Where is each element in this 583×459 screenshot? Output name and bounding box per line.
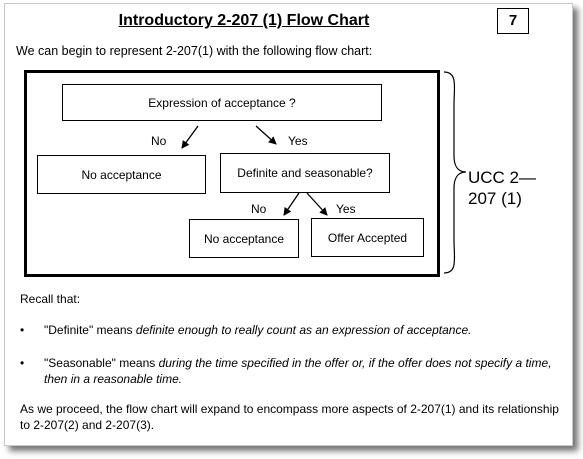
ucc-label-line2: 207 (1): [468, 189, 522, 208]
definite-term: "Definite" means: [44, 323, 136, 337]
seasonable-definition: during the time specified in the offer or, if the offer does not specify a time, then in a reasonable time.: [44, 356, 552, 386]
recall-heading: Recall that:: [20, 292, 81, 306]
closing-paragraph: As we proceed, the flow chart will expand to encompass more aspects of 2-207(1) and its relationship to 2-207(2) and 2-207(3).: [20, 402, 559, 432]
ucc-label: [468, 167, 558, 209]
page-title: Introductory 2-207 (1) Flow Chart: [118, 12, 370, 29]
arrow-to-no-acceptance-2: [284, 193, 299, 215]
bullet-dot: •: [20, 356, 25, 370]
node-no-acceptance-1: No acceptance: [37, 155, 206, 194]
arrow-to-offer-accepted: [307, 193, 327, 215]
edge-label-no-1: No: [151, 134, 167, 148]
page-number: 7: [497, 8, 529, 34]
arrow-to-no-acceptance-1: [182, 126, 198, 148]
node-no-acceptance-2: No acceptance: [189, 219, 299, 258]
bullet-dot: •: [20, 323, 25, 337]
node-offer-accepted: Offer Accepted: [311, 218, 424, 257]
node-expression-of-acceptance: Expression of acceptance ?: [62, 84, 382, 121]
edge-label-no-2: No: [251, 202, 267, 216]
intro-text: We can begin to represent 2-207(1) with the following flow chart:: [16, 44, 373, 58]
edge-label-yes-1: Yes: [288, 134, 308, 148]
seasonable-term: "Seasonable" means: [44, 356, 159, 370]
ucc-label-line1: UCC 2—: [468, 168, 537, 187]
edge-label-yes-2: Yes: [336, 202, 356, 216]
definite-definition: definite enough to really count as an expression of acceptance.: [135, 323, 472, 337]
node-definite-and-seasonable: Definite and seasonable?: [220, 153, 390, 193]
arrow-to-definite: [256, 126, 276, 144]
right-brace: [444, 72, 466, 273]
